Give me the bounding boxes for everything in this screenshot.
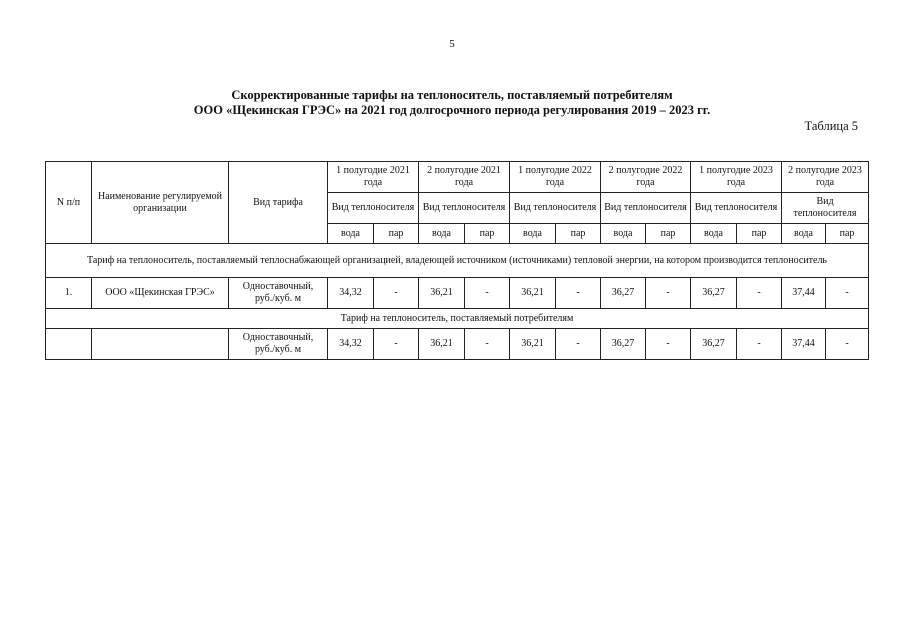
section-title: Тариф на теплоноситель, поставляемый потребителям <box>46 309 869 329</box>
value-cell: - <box>465 329 510 360</box>
header-period: 1 полугодие 2022 года <box>510 162 601 193</box>
header-steam: пар <box>374 224 419 244</box>
header-period: 2 полугодие 2022 года <box>601 162 691 193</box>
value-cell: - <box>737 278 782 309</box>
header-period: 2 полугодие 2023 года <box>782 162 869 193</box>
header-carrier-kind: Вид теплоносителя <box>601 193 691 224</box>
header-water: вода <box>601 224 646 244</box>
value-cell: - <box>826 329 869 360</box>
table-label: Таблица 5 <box>804 119 858 133</box>
row-number: 1. <box>46 278 92 309</box>
row-tariff: Одноставочный, руб./куб. м <box>229 329 328 360</box>
value-cell: 34,32 <box>328 278 374 309</box>
header-period: 1 полугодие 2023 года <box>691 162 782 193</box>
value-cell: - <box>374 329 419 360</box>
value-cell: - <box>465 278 510 309</box>
header-number: N п/п <box>46 162 92 244</box>
value-cell: 36,27 <box>601 329 646 360</box>
header-carrier-kind: Вид теплоносителя <box>510 193 601 224</box>
section-title-row <box>46 244 869 278</box>
value-cell: 36,27 <box>691 278 737 309</box>
value-cell: 36,21 <box>419 329 465 360</box>
value-cell: 36,27 <box>601 278 646 309</box>
page-number: 5 <box>449 38 455 50</box>
header-row-periods <box>46 162 869 193</box>
header-carrier-kind: Вид теплоносителя <box>782 193 869 224</box>
value-cell: - <box>556 278 601 309</box>
title-line-1: Скорректированные тарифы на теплоноситель, поставляемый потребителям <box>231 88 673 102</box>
value-cell: 37,44 <box>782 329 826 360</box>
value-cell: - <box>646 329 691 360</box>
header-water: вода <box>782 224 826 244</box>
header-steam: пар <box>737 224 782 244</box>
value-cell: 36,21 <box>419 278 465 309</box>
header-tariff-type: Вид тарифа <box>229 162 328 244</box>
header-steam: пар <box>556 224 601 244</box>
value-cell: 36,21 <box>510 329 556 360</box>
header-water: вода <box>328 224 374 244</box>
header-org-name: Наименование регулируемой организации <box>92 162 229 244</box>
header-period: 2 полугодие 2021 года <box>419 162 510 193</box>
header-water: вода <box>419 224 465 244</box>
header-period: 1 полугодие 2021 года <box>328 162 419 193</box>
section-title-row <box>46 309 869 329</box>
value-cell: 36,27 <box>691 329 737 360</box>
header-carrier-kind: Вид теплоносителя <box>328 193 419 224</box>
header-water: вода <box>510 224 556 244</box>
title-line-2: ООО «Щекинская ГРЭС» на 2021 год долгосрочного периода регулирования 2019 – 2023 гг. <box>193 103 711 117</box>
value-cell: 37,44 <box>782 278 826 309</box>
value-cell: 34,32 <box>328 329 374 360</box>
value-cell: - <box>826 278 869 309</box>
header-steam: пар <box>646 224 691 244</box>
table-row <box>46 329 869 360</box>
value-cell: - <box>737 329 782 360</box>
header-steam: пар <box>826 224 869 244</box>
document-title <box>0 88 904 118</box>
header-carrier-kind: Вид теплоносителя <box>419 193 510 224</box>
value-cell: 36,21 <box>510 278 556 309</box>
tariff-table <box>45 161 869 360</box>
value-cell: - <box>646 278 691 309</box>
row-tariff: Одноставочный, руб./куб. м <box>229 278 328 309</box>
row-number <box>46 329 92 360</box>
value-cell: - <box>374 278 419 309</box>
row-org: ООО «Щекинская ГРЭС» <box>92 278 229 309</box>
table-row <box>46 278 869 309</box>
section-title: Тариф на теплоноситель, поставляемый теплоснабжающей организацией, владеющей источником (источниками) тепловой энергии, на котором производится теплоноситель <box>46 244 869 278</box>
row-org <box>92 329 229 360</box>
header-water: вода <box>691 224 737 244</box>
value-cell: - <box>556 329 601 360</box>
header-carrier-kind: Вид теплоносителя <box>691 193 782 224</box>
header-steam: пар <box>465 224 510 244</box>
